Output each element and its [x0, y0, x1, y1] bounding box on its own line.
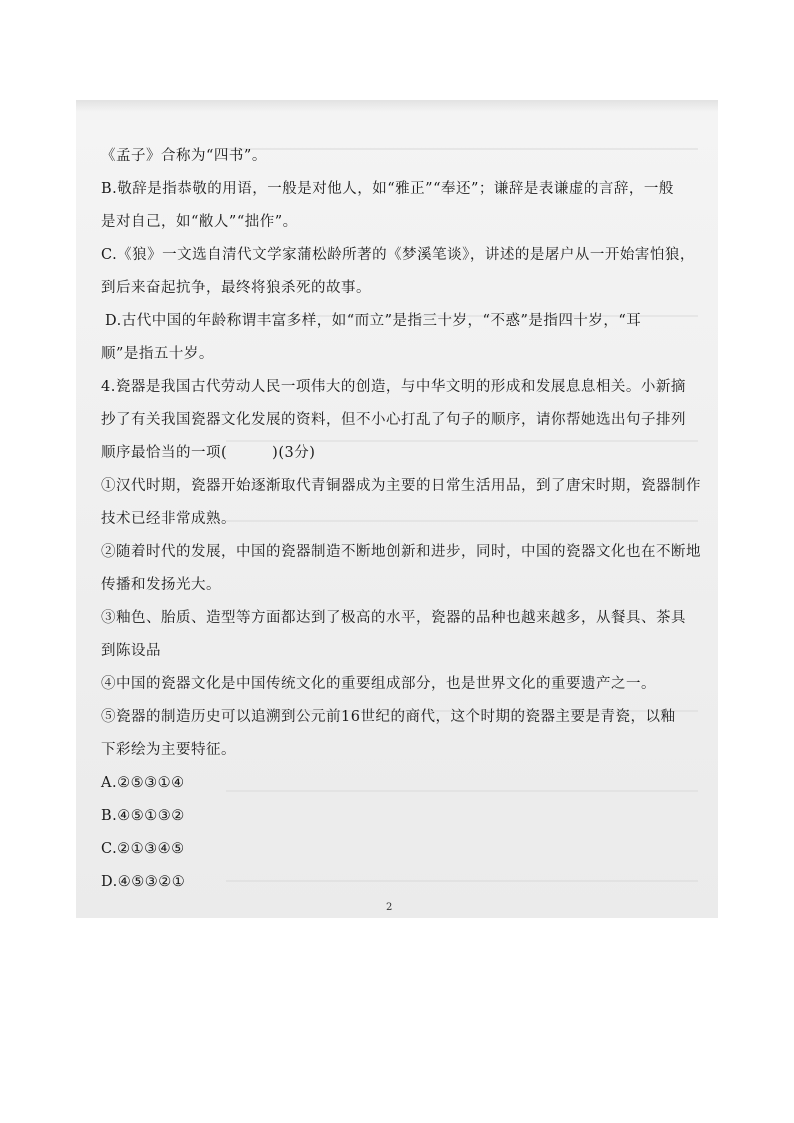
document-body — [101, 140, 701, 899]
answer-options — [101, 767, 701, 899]
text-line: 到陈设品 — [101, 643, 161, 659]
sentence-3: ③釉色、胎质、造型等方面都达到了极高的水平，瓷器的品种也越来越多，从餐具、茶具 — [101, 610, 686, 626]
text-line: 顺”是指五十岁。 — [101, 346, 214, 362]
page-number: 2 — [386, 902, 393, 913]
text-line: D.古代中国的年龄称谓丰富多样，如“而立”是指三十岁，“不惑”是指四十岁，“耳 — [105, 313, 642, 329]
sentence-4: ④中国的瓷器文化是中国传统文化的重要组成部分，也是世界文化的重要遗产之一。 — [101, 676, 656, 692]
text-line: B.敬辞是指恭敬的用语，一般是对他人，如“雅正”“奉还”；谦辞是表谦虚的言辞，一般 — [101, 181, 674, 197]
sentence-5: ⑤瓷器的制造历史可以追溯到公元前16世纪的商代，这个时期的瓷器主要是青瓷，以釉 — [101, 709, 676, 725]
option-a: A.②⑤③①④ — [101, 775, 185, 791]
text-line: 《孟子》合称为“四书”。 — [101, 148, 267, 164]
text-line: C.《狼》一文选自清代文学家蒲松龄所著的《梦溪笔谈》，讲述的是屠户从一开始害怕狼， — [101, 247, 695, 263]
text-line: 传播和发扬光大。 — [101, 577, 221, 593]
text-line: 抄了有关我国瓷器文化发展的资料，但不小心打乱了句子的顺序，请你帮她选出句子排列 — [101, 412, 686, 428]
option-c: C.②①③④⑤ — [101, 841, 185, 857]
text-line: 是对自己，如“敝人”“拙作”。 — [101, 214, 298, 230]
question-4-stem: 4.瓷器是我国古代劳动人民一项伟大的创造，与中华文明的形成和发展息息相关。小新摘 — [101, 379, 686, 395]
text-line: 顺序最恰当的一项( )(3分) — [101, 445, 316, 461]
option-b: B.④⑤①③② — [101, 808, 185, 824]
text-line: 下彩绘为主要特征。 — [101, 742, 236, 758]
sentence-2: ②随着时代的发展，中国的瓷器制造不断地创新和进步，同时，中国的瓷器文化也在不断地 — [101, 544, 701, 560]
option-d: D.④⑤③②① — [101, 874, 186, 890]
sentence-1: ①汉代时期，瓷器开始逐渐取代青铜器成为主要的日常生活用品，到了唐宋时期，瓷器制作 — [101, 478, 701, 494]
scan-edge-shadow — [76, 100, 718, 112]
text-line: 技术已经非常成熟。 — [101, 511, 236, 527]
text-line: 到后来奋起抗争，最终将狼杀死的故事。 — [101, 280, 371, 296]
